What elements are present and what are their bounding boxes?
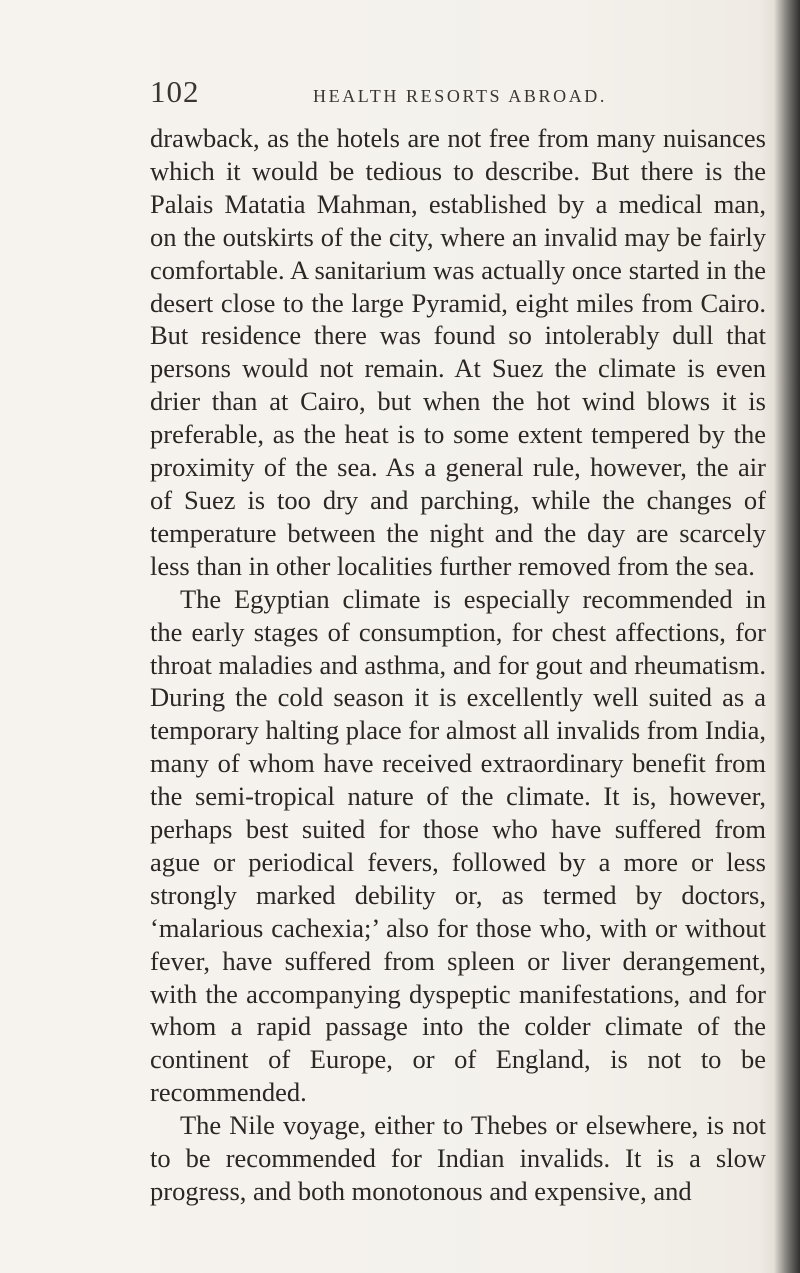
- page-header: [150, 74, 750, 114]
- paragraph-hotels-suez: drawback, as the hotels are not free from many nuisances which it would be tedious to describe. But there is the Palais Matatia Mahman, established by a medical man, on the outskirts of the city, where an invalid may be fairly comfortable. A sanitarium was actually once started in the desert close to the large Pyramid, eight miles from Cairo. But residence there was found so intolerably dull that persons would not remain. At Suez the climate is even drier than at Cairo, but when the hot wind blows it is preferable, as the heat is to some extent tempered by the proximity of the sea. As a general rule, however, the air of Suez is too dry and parching, while the changes of temperature between the night and the day are scarcely less than in other localities further removed from the sea.: [150, 123, 766, 581]
- paragraph-egyptian-climate: The Egyptian climate is especially recommended in the early stages of consumption, for chest affections, for throat maladies and asthma, and for gout and rheumatism. During the cold season it is excellently well suited as a temporary halting place for almost all invalids from India, many of whom have received extraordinary benefit from the semi-tropical nature of the climate. It is, however, perhaps best suited for those who have suffered from ague or periodical fevers, followed by a more or less strongly marked debility or, as termed by doctors, ‘malarious cachexia;’ also for those who, with or without fever, have suffered from spleen or liver derangement, with the accompanying dyspeptic manifestations, and for whom a rapid passage into the colder climate of the continent of Europe, or of England, is not to be recommended.: [150, 583, 766, 1108]
- body-text: [150, 122, 766, 1208]
- paragraph-nile-voyage: The Nile voyage, either to Thebes or elsewhere, is not to be recommended for Indian invalids. It is a slow progress, and both monotonous and expensive, and: [150, 1110, 766, 1206]
- running-title: HEALTH RESORTS ABROAD.: [313, 86, 607, 106]
- page-edge-shadow: [774, 0, 800, 1273]
- page-number: 102: [150, 74, 200, 109]
